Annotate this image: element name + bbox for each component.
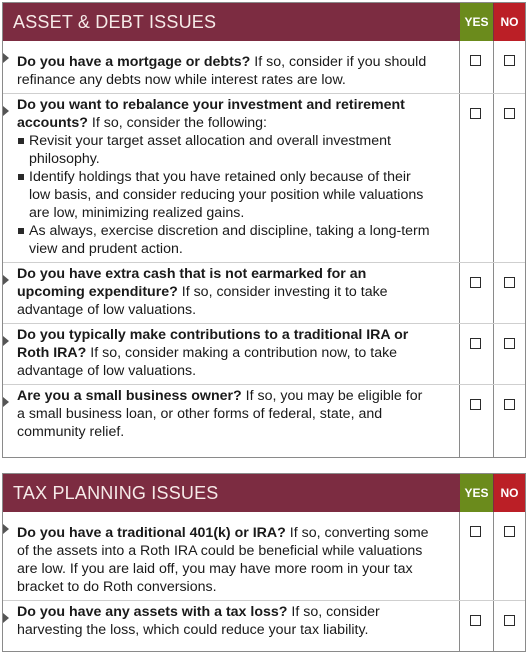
question-text: Are you a small business owner? — [17, 388, 242, 404]
caret-right-icon — [3, 53, 10, 63]
question-text: Do you want to rebalance your investment and retirement accounts? — [17, 97, 405, 131]
yes-checkbox[interactable] — [470, 277, 481, 288]
question-row-rebalance — [3, 93, 525, 262]
question-text: Do you have any assets with a tax loss? — [17, 604, 288, 620]
no-column-header: NO — [494, 3, 525, 41]
question-detail: If so, converting some of the assets into a Roth IRA could be beneficial while valuations are low. If you are laid off, you may have more room in your tax bracket to do Roth conversions. — [17, 525, 429, 595]
no-checkbox[interactable] — [504, 338, 515, 349]
question-detail: If so, consider harvesting the loss, which could reduce your tax liability. — [17, 604, 380, 638]
yes-checkbox[interactable] — [470, 55, 481, 66]
caret-right-icon — [3, 613, 10, 623]
caret-right-icon — [3, 524, 10, 534]
yes-checkbox[interactable] — [470, 615, 481, 626]
question-detail: If so, consider investing it to take advantage of low valuations. — [17, 284, 388, 318]
bullet-item: Identify holdings that you have retained only because of their low basis, and consider reducing your position while valuations are low, minimizing realized gains. — [17, 168, 433, 222]
yes-checkbox[interactable] — [470, 338, 481, 349]
no-checkbox[interactable] — [504, 526, 515, 537]
bullet-item: As always, exercise discretion and discipline, taking a long-term view and prudent action. — [17, 222, 433, 258]
question-row-extra-cash — [3, 262, 525, 323]
question-row-mortgage — [3, 41, 525, 93]
question-row-tax-loss — [3, 600, 525, 643]
question-row-ira-contributions — [3, 323, 525, 384]
question-text: Do you have a traditional 401(k) or IRA? — [17, 525, 286, 541]
yes-checkbox[interactable] — [470, 399, 481, 410]
section-header — [3, 3, 525, 41]
yes-column-header: YES — [460, 474, 493, 512]
section-title: ASSET & DEBT ISSUES — [13, 12, 217, 32]
caret-right-icon — [3, 275, 10, 285]
section-header — [3, 474, 525, 512]
asset-debt-section — [2, 2, 526, 458]
caret-right-icon — [3, 336, 10, 346]
no-column-header: NO — [494, 474, 525, 512]
yes-checkbox[interactable] — [470, 526, 481, 537]
bullet-list — [17, 132, 433, 258]
yes-checkbox[interactable] — [470, 108, 481, 119]
caret-right-icon — [3, 106, 10, 116]
bullet-item: Revisit your target asset allocation and overall investment philosophy. — [17, 132, 433, 168]
caret-right-icon — [3, 397, 10, 407]
question-detail: If so, you may be eligible for a small business loan, or other forms of federal, state, and community relief. — [17, 388, 423, 440]
question-detail: If so, consider if you should refinance any debts now while interest rates are low. — [17, 54, 427, 88]
question-text: Do you have extra cash that is not earmarked for an upcoming expenditure? — [17, 266, 367, 300]
question-detail: If so, consider making a contribution now, to take advantage of low valuations. — [17, 345, 398, 379]
question-row-small-business — [3, 384, 525, 445]
question-detail: If so, consider the following: — [87, 115, 267, 131]
yes-column-header: YES — [460, 3, 493, 41]
no-checkbox[interactable] — [504, 399, 515, 410]
no-checkbox[interactable] — [504, 277, 515, 288]
no-checkbox[interactable] — [504, 615, 515, 626]
question-text: Do you have a mortgage or debts? — [17, 54, 251, 70]
tax-planning-section — [2, 473, 526, 652]
question-row-401k — [3, 512, 525, 600]
no-checkbox[interactable] — [504, 108, 515, 119]
no-checkbox[interactable] — [504, 55, 515, 66]
section-title: TAX PLANNING ISSUES — [13, 483, 219, 503]
question-text: Do you typically make contributions to a traditional IRA or Roth IRA? — [17, 327, 409, 361]
